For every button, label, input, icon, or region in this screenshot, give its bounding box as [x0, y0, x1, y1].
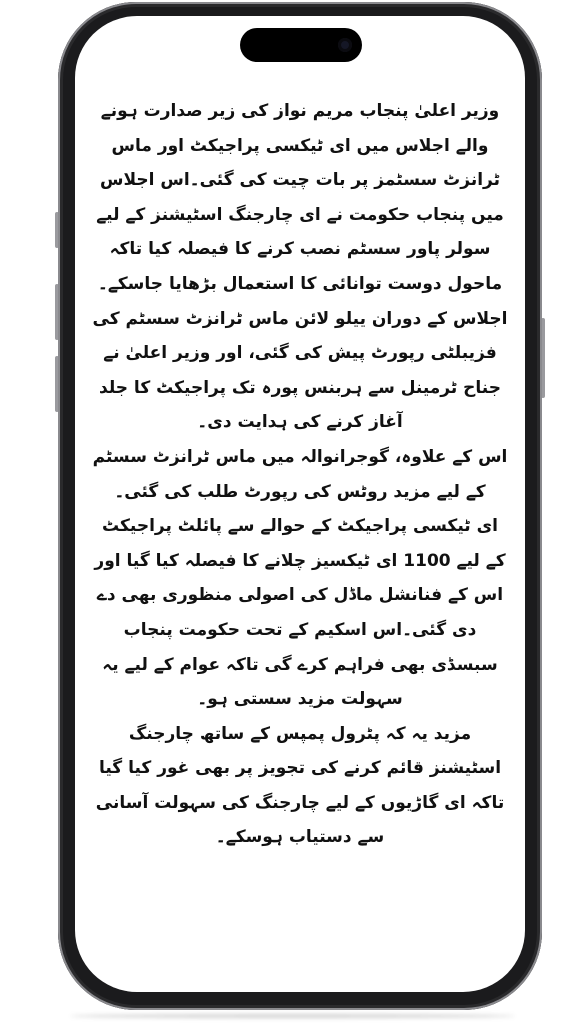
article-paragraph: اجلاس کے دوران ییلو لائن ماس ٹرانزٹ سسٹم کی فزیبلٹی رپورٹ پیش کی گئی، اور وزیر اعلیٰ نے جناح ٹرمینل سے ہربنس پورہ تک پراجیکٹ کا جلد آغاز کرنے کی ہدایت دی۔: [92, 308, 508, 433]
article-paragraph: اس کے علاوہ، گوجرانوالہ میں ماس ٹرانزٹ سسٹم کے لیے مزید روٹس کی رپورٹ طلب کی گئی۔: [92, 446, 508, 502]
dynamic-island: [240, 28, 362, 62]
camera-icon: [338, 38, 352, 52]
phone-screen: [75, 16, 525, 992]
article-paragraph: وزیر اعلیٰ پنجاب مریم نواز کی زیر صدارت ہونے والے اجلاس میں ای ٹیکسی پراجیکٹ اور ماس ٹرانزٹ سسٹمز پر بات چیت کی گئی۔اس اجلاس میں پنجاب حکومت نے ای چارجنگ اسٹیشنز کے لیے سولر پاور سسٹم نصب کرنے کا فیصلہ کیا تاکہ ماحول دوست توانائی کا استعمال بڑھایا جاسکے۔: [96, 101, 504, 294]
article-paragraph: ای ٹیکسی پراجیکٹ کے حوالے سے پائلٹ پراجیکٹ کے لیے 1100 ای ٹیکسیز چلانے کا فیصلہ کیا گیا اور اس کے فنانشل ماڈل کی اصولی منظوری بھی دے دی گئی۔اس اسکیم کے تحت حکومت پنجاب سبسڈی بھی فراہم کرے گی تاکہ عوام کے لیے یہ سہولت مزید سستی ہو۔: [94, 516, 506, 710]
phone-shadow: [70, 1014, 515, 1018]
news-article: [91, 94, 509, 855]
article-paragraph: مزید یہ کہ پٹرول پمپس کے ساتھ چارجنگ اسٹیشنز قائم کرنے کی تجویز پر بھی غور کیا گیا تاکہ ای گاڑیوں کے لیے چارجنگ کی سہولت آسانی سے دستیاب ہوسکے۔: [95, 723, 505, 848]
